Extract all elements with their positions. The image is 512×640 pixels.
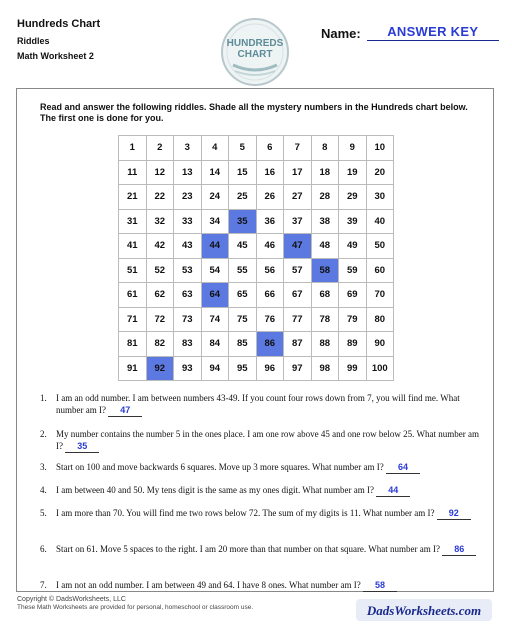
chart-row xyxy=(119,258,394,283)
riddle-item xyxy=(40,507,480,520)
riddle-item xyxy=(40,543,480,556)
riddle-number: 4. xyxy=(40,485,47,495)
chart-cell[interactable]: 76 xyxy=(256,307,284,332)
riddle-text xyxy=(56,428,480,453)
copyright-text: Copyright © DadsWorksheets, LLC xyxy=(17,596,126,603)
chart-cell[interactable]: 27 xyxy=(284,185,312,210)
chart-cell[interactable]: 93 xyxy=(174,356,202,381)
chart-cell[interactable]: 36 xyxy=(256,209,284,234)
chart-cell[interactable]: 86 xyxy=(256,332,284,357)
riddle-text xyxy=(56,461,480,474)
chart-cell[interactable]: 22 xyxy=(146,185,174,210)
chart-cell[interactable]: 34 xyxy=(201,209,229,234)
chart-cell[interactable]: 70 xyxy=(366,283,394,308)
chart-cell[interactable]: 69 xyxy=(339,283,367,308)
riddle-text xyxy=(56,579,480,592)
chart-cell[interactable]: 15 xyxy=(229,160,257,185)
chart-cell[interactable]: 5 xyxy=(229,136,257,161)
riddle-number: 2. xyxy=(40,429,47,439)
chart-cell[interactable]: 89 xyxy=(339,332,367,357)
worksheet-label: Math Worksheet 2 xyxy=(17,51,94,61)
chart-cell[interactable]: 51 xyxy=(119,258,147,283)
chart-cell[interactable]: 87 xyxy=(284,332,312,357)
chart-cell[interactable]: 19 xyxy=(339,160,367,185)
riddle-answer[interactable]: 35 xyxy=(65,440,99,453)
chart-cell[interactable]: 43 xyxy=(174,234,202,259)
chart-row xyxy=(119,307,394,332)
chart-cell[interactable]: 67 xyxy=(284,283,312,308)
chart-cell[interactable]: 57 xyxy=(284,258,312,283)
riddle-answer[interactable]: 92 xyxy=(437,507,471,520)
chart-cell[interactable]: 59 xyxy=(339,258,367,283)
chart-cell[interactable]: 4 xyxy=(201,136,229,161)
chart-row xyxy=(119,160,394,185)
chart-cell[interactable]: 13 xyxy=(174,160,202,185)
chart-cell[interactable]: 9 xyxy=(339,136,367,161)
riddle-text xyxy=(56,507,480,520)
chart-cell[interactable]: 77 xyxy=(284,307,312,332)
chart-cell[interactable]: 45 xyxy=(229,234,257,259)
chart-cell[interactable]: 90 xyxy=(366,332,394,357)
riddle-number: 7. xyxy=(40,580,47,590)
riddle-item xyxy=(40,428,480,453)
chart-cell[interactable]: 1 xyxy=(119,136,147,161)
chart-cell[interactable]: 84 xyxy=(201,332,229,357)
page-title: Hundreds Chart xyxy=(17,18,101,30)
chart-cell[interactable]: 97 xyxy=(284,356,312,381)
chart-cell[interactable]: 20 xyxy=(366,160,394,185)
chart-cell[interactable]: 98 xyxy=(311,356,339,381)
chart-cell[interactable]: 73 xyxy=(174,307,202,332)
chart-cell[interactable]: 25 xyxy=(229,185,257,210)
chart-cell[interactable]: 99 xyxy=(339,356,367,381)
chart-cell[interactable]: 39 xyxy=(339,209,367,234)
name-field-row xyxy=(321,24,499,41)
chart-cell[interactable]: 46 xyxy=(256,234,284,259)
riddle-question: Start on 100 and move backwards 6 squares. Move up 3 more squares. What number am I? xyxy=(56,462,384,472)
logo-line2: CHART xyxy=(237,49,273,60)
chart-cell[interactable]: 74 xyxy=(201,307,229,332)
chart-cell[interactable]: 47 xyxy=(284,234,312,259)
name-label: Name: xyxy=(321,26,361,41)
chart-cell[interactable]: 75 xyxy=(229,307,257,332)
chart-cell[interactable]: 3 xyxy=(174,136,202,161)
chart-cell[interactable]: 95 xyxy=(229,356,257,381)
name-field[interactable]: ANSWER KEY xyxy=(367,24,499,41)
chart-cell[interactable]: 78 xyxy=(311,307,339,332)
chart-row xyxy=(119,209,394,234)
riddle-text xyxy=(56,392,480,417)
chart-cell[interactable]: 50 xyxy=(366,234,394,259)
footer xyxy=(17,596,253,612)
riddle-question: Start on 61. Move 5 spaces to the right. I am 20 more than that number on that square. What number am I? xyxy=(56,544,440,554)
brand-text: DadsWorksheets.com xyxy=(366,603,482,618)
chart-cell[interactable]: 54 xyxy=(201,258,229,283)
riddle-answer[interactable]: 86 xyxy=(442,543,476,556)
chart-cell[interactable]: 31 xyxy=(119,209,147,234)
riddle-question: My number contains the number 5 in the ones place. I am one row above 45 and one row below 25. What number am I? xyxy=(56,429,479,451)
riddle-number: 5. xyxy=(40,508,47,518)
riddle-number: 3. xyxy=(40,462,47,472)
chart-row xyxy=(119,234,394,259)
chart-cell[interactable]: 6 xyxy=(256,136,284,161)
chart-cell[interactable]: 100 xyxy=(366,356,394,381)
chart-cell[interactable]: 72 xyxy=(146,307,174,332)
chart-cell[interactable]: 94 xyxy=(201,356,229,381)
chart-cell[interactable]: 60 xyxy=(366,258,394,283)
chart-cell[interactable]: 85 xyxy=(229,332,257,357)
chart-cell[interactable]: 61 xyxy=(119,283,147,308)
logo-line1: HUNDREDS xyxy=(226,38,284,49)
chart-cell[interactable]: 21 xyxy=(119,185,147,210)
footer-note: These Math Worksheets are provided for personal, homeschool or classroom use. xyxy=(17,604,254,611)
chart-cell[interactable]: 14 xyxy=(201,160,229,185)
chart-cell[interactable]: 49 xyxy=(339,234,367,259)
riddle-question: I am an odd number. I am between numbers 43-49. If you count four rows down from 7, you will find me. What number am I? xyxy=(56,393,460,415)
chart-cell[interactable]: 80 xyxy=(366,307,394,332)
dadsworksheets-logo xyxy=(356,597,492,623)
riddle-item xyxy=(40,484,480,497)
instructions: Read and answer the following riddles. Shade all the mystery numbers in the Hundreds chart below. The first one is done for you. xyxy=(40,102,468,123)
chart-cell[interactable]: 42 xyxy=(146,234,174,259)
riddle-question: I am between 40 and 50. My tens digit is the same as my ones digit. What number am I? xyxy=(56,485,375,495)
riddle-answer[interactable]: 44 xyxy=(376,484,410,497)
riddle-text xyxy=(56,543,480,556)
chart-cell[interactable]: 48 xyxy=(311,234,339,259)
chart-cell[interactable]: 16 xyxy=(256,160,284,185)
chart-cell[interactable]: 53 xyxy=(174,258,202,283)
riddle-answer[interactable]: 47 xyxy=(108,404,142,417)
riddle-number: 1. xyxy=(40,393,47,403)
chart-cell[interactable]: 71 xyxy=(119,307,147,332)
header-titles xyxy=(17,18,100,61)
chart-cell[interactable]: 12 xyxy=(146,160,174,185)
chart-cell[interactable]: 81 xyxy=(119,332,147,357)
chart-cell[interactable]: 44 xyxy=(201,234,229,259)
chart-cell[interactable]: 33 xyxy=(174,209,202,234)
chart-row xyxy=(119,283,394,308)
chart-cell[interactable]: 65 xyxy=(229,283,257,308)
chart-cell[interactable]: 7 xyxy=(284,136,312,161)
hundreds-chart xyxy=(118,135,394,381)
chart-cell[interactable]: 30 xyxy=(366,185,394,210)
chart-cell[interactable]: 62 xyxy=(146,283,174,308)
chart-cell[interactable]: 63 xyxy=(174,283,202,308)
chart-cell[interactable]: 11 xyxy=(119,160,147,185)
riddle-question: I am not an odd number. I am between 49 and 64. I have 8 ones. What number am I? xyxy=(56,580,361,590)
chart-cell[interactable]: 58 xyxy=(311,258,339,283)
chart-cell[interactable]: 10 xyxy=(366,136,394,161)
chart-cell[interactable]: 8 xyxy=(311,136,339,161)
chart-cell[interactable]: 17 xyxy=(284,160,312,185)
chart-cell[interactable]: 32 xyxy=(146,209,174,234)
riddle-answer[interactable]: 64 xyxy=(386,461,420,474)
chart-cell[interactable]: 91 xyxy=(119,356,147,381)
chart-cell[interactable]: 66 xyxy=(256,283,284,308)
chart-cell[interactable]: 88 xyxy=(311,332,339,357)
riddle-text xyxy=(56,484,480,497)
chart-cell[interactable]: 37 xyxy=(284,209,312,234)
hundreds-chart-logo xyxy=(215,16,295,88)
page-subtitle: Riddles xyxy=(17,36,50,46)
chart-cell[interactable]: 82 xyxy=(146,332,174,357)
chart-cell[interactable]: 38 xyxy=(311,209,339,234)
chart-cell[interactable]: 52 xyxy=(146,258,174,283)
riddle-item xyxy=(40,579,480,592)
chart-cell[interactable]: 35 xyxy=(229,209,257,234)
chart-cell[interactable]: 29 xyxy=(339,185,367,210)
chart-cell[interactable]: 41 xyxy=(119,234,147,259)
chart-cell[interactable]: 55 xyxy=(229,258,257,283)
riddle-answer[interactable]: 58 xyxy=(363,579,397,592)
riddle-number: 6. xyxy=(40,544,47,554)
chart-row xyxy=(119,356,394,381)
chart-cell[interactable]: 28 xyxy=(311,185,339,210)
chart-row xyxy=(119,185,394,210)
riddle-question: I am more than 70. You will find me two rows below 72. The sum of my digits is 11. What number am I? xyxy=(56,508,435,518)
chart-cell[interactable]: 68 xyxy=(311,283,339,308)
chart-cell[interactable]: 56 xyxy=(256,258,284,283)
chart-cell[interactable]: 24 xyxy=(201,185,229,210)
chart-row xyxy=(119,136,394,161)
chart-cell[interactable]: 92 xyxy=(146,356,174,381)
riddle-item xyxy=(40,392,480,417)
chart-cell[interactable]: 40 xyxy=(366,209,394,234)
chart-cell[interactable]: 83 xyxy=(174,332,202,357)
chart-cell[interactable]: 64 xyxy=(201,283,229,308)
chart-cell[interactable]: 2 xyxy=(146,136,174,161)
chart-cell[interactable]: 26 xyxy=(256,185,284,210)
chart-cell[interactable]: 23 xyxy=(174,185,202,210)
chart-cell[interactable]: 18 xyxy=(311,160,339,185)
riddle-item xyxy=(40,461,480,474)
chart-row xyxy=(119,332,394,357)
chart-cell[interactable]: 79 xyxy=(339,307,367,332)
chart-cell[interactable]: 96 xyxy=(256,356,284,381)
